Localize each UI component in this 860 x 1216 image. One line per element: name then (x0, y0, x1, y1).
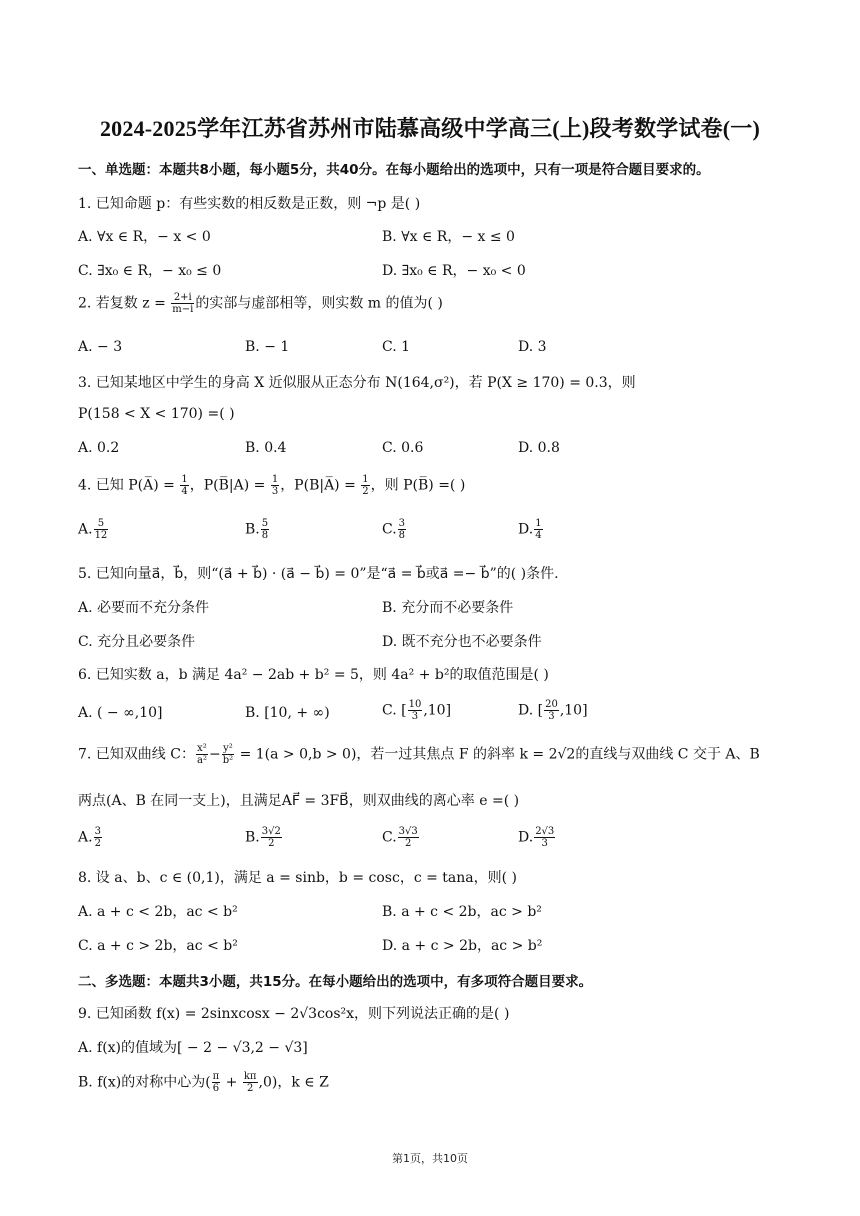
fraction (398, 826, 419, 849)
fraction-numerator: 2√3 (535, 826, 555, 837)
fraction-numerator: y² (223, 743, 233, 754)
question-6-option-b: B. [10, + ∞) (245, 705, 330, 721)
option-suffix: ,10] (423, 702, 452, 719)
question-8-option-b: B. a + c < 2b，ac > b² (382, 904, 542, 920)
question-2-option-c: C. 1 (382, 339, 411, 355)
fraction (94, 826, 102, 849)
question-4-option-b (245, 518, 270, 541)
fraction-numerator: 1 (181, 474, 188, 485)
option-label: C. (382, 521, 397, 538)
question-7-stem-post: = 1(a > 0,b > 0)，若一过其焦点 F 的斜率 k = 2√2的直线与双曲线 C 交于 A、B (235, 746, 760, 763)
fraction-numerator: 5 (261, 518, 269, 529)
question-2-stem-post: 的实部与虚部相等，则实数 m 的值为( ) (195, 295, 443, 312)
fraction-denominator: 2 (405, 838, 412, 849)
fraction (180, 474, 188, 497)
fraction-denominator: 3 (411, 711, 419, 722)
section-heading-multiple-choice: 二、多选题：本题共3小题，共15分。在每小题给出的选项中，有多项符合题目要求。 (78, 974, 593, 990)
question-4-stem-part-c: ，P(B|A̅) = (280, 477, 361, 494)
question-7-option-c (382, 826, 420, 849)
question-6-stem: 6. 已知实数 a，b 满足 4a² − 2ab + b² = 5，则 4a² + b²的取值范围是( ) (78, 667, 549, 683)
fraction-numerator: 5 (94, 518, 109, 530)
question-7-option-d (518, 826, 556, 849)
fraction (222, 743, 234, 766)
question-3-option-b: B. 0.4 (245, 440, 287, 456)
fraction-numerator: 1 (271, 474, 279, 485)
question-7-option-a (78, 826, 103, 849)
question-2-stem-pre: 2. 若复数 z = (78, 295, 171, 312)
question-9-stem: 9. 已知函数 f(x) = 2sinxcosx − 2√3cos²x，则下列说法正确的是( ) (78, 1006, 510, 1022)
question-8-option-c: C. a + c > 2b，ac < b² (78, 938, 238, 954)
fraction (534, 518, 542, 541)
option-prefix: B. f(x)的对称中心为( (78, 1074, 211, 1091)
fraction (361, 474, 369, 497)
fraction-numerator: 1 (362, 474, 369, 485)
question-9-option-b (78, 1071, 329, 1094)
question-4-stem-part-a: 4. 已知 P(A̅) = (78, 477, 180, 494)
fraction-denominator: 12 (94, 530, 108, 541)
question-5-option-a: A. 必要而不充分条件 (78, 600, 210, 616)
fraction-denominator: 8 (398, 530, 406, 541)
fraction-numerator: 3 (398, 518, 406, 529)
fraction-denominator: m−i (172, 304, 194, 315)
fraction-numerator: π (212, 1071, 220, 1082)
fraction (243, 1071, 258, 1094)
fraction-denominator: a² (196, 755, 207, 766)
question-2-stem (78, 292, 443, 315)
option-prefix: C. [ (382, 702, 407, 719)
option-label: B. (245, 829, 260, 846)
fraction-numerator: x² (197, 743, 207, 754)
page-title: 2024-2025学年江苏省苏州市陆慕高级中学高三(上)段考数学试卷(一) (99, 116, 761, 141)
option-label: C. (382, 829, 397, 846)
minus-sign: − (208, 746, 221, 763)
option-prefix: D. [ (518, 702, 544, 719)
question-7-option-b (245, 826, 283, 849)
fraction-denominator: 2 (268, 838, 275, 849)
fraction-denominator: 6 (212, 1083, 220, 1094)
question-1-option-c: C. ∃x₀ ∈ R，− x₀ ≤ 0 (78, 263, 222, 279)
fraction (212, 1071, 221, 1094)
option-label: D. (518, 829, 534, 846)
question-1-option-a: A. ∀x ∈ R，− x < 0 (78, 229, 211, 245)
section-heading-single-choice: 一、单选题：本题共8小题，每小题5分，共40分。在每小题给出的选项中，只有一项是符合题目要求的。 (78, 162, 710, 178)
option-label: A. (78, 829, 93, 846)
question-5-option-d: D. 既不充分也不必要条件 (382, 634, 542, 650)
question-2-option-b: B. − 1 (245, 339, 290, 355)
question-1-stem: 1. 已知命题 p：有些实数的相反数是正数，则 ¬p 是( ) (78, 196, 421, 212)
fraction-denominator: 8 (261, 530, 269, 541)
option-label: A. (78, 521, 93, 538)
fraction-denominator: b² (222, 755, 234, 766)
fraction-denominator: 3 (541, 838, 548, 849)
fraction-denominator: 2 (247, 1083, 254, 1094)
fraction-denominator: 4 (181, 486, 188, 497)
fraction-numerator: 3√2 (261, 826, 281, 837)
fraction (261, 826, 282, 849)
fraction (398, 518, 406, 541)
fraction-numerator: kπ (243, 1071, 257, 1082)
question-4-stem-part-b: ，P(B̅|A) = (189, 477, 270, 494)
option-suffix: ,0)，k ∈ Z (258, 1074, 329, 1091)
question-5-option-c: C. 充分且必要条件 (78, 634, 196, 650)
fraction-numerator: 2+i (171, 292, 194, 304)
question-2-fraction (171, 292, 194, 315)
fraction (261, 518, 269, 541)
option-suffix: ,10] (559, 702, 588, 719)
fraction-numerator: 10 (408, 699, 422, 710)
fraction-numerator: 3√3 (398, 826, 418, 837)
fraction-denominator: 2 (362, 486, 369, 497)
fraction (271, 474, 279, 497)
question-5-option-b: B. 充分而不必要条件 (382, 600, 514, 616)
fraction-numerator: 1 (535, 518, 542, 529)
question-3-option-a: A. 0.2 (78, 440, 120, 456)
question-8-option-a: A. a + c < 2b，ac < b² (78, 904, 238, 920)
question-3-stem-line-1: 3. 已知某地区中学生的身高 X 近似服从正态分布 N(164,σ²)，若 P(X ≥ 170) = 0.3，则 (78, 375, 636, 391)
fraction-denominator: 2 (94, 838, 101, 849)
question-3-option-d: D. 0.8 (518, 440, 560, 456)
question-5-stem: 5. 已知向量a⃗，b⃗，则“(a⃗ + b⃗) · (a⃗ − b⃗) = 0”是“a⃗ = b⃗或a⃗ =− b⃗”的( )条件. (78, 566, 559, 582)
option-label: D. (518, 521, 534, 538)
question-8-option-d: D. a + c > 2b，ac > b² (382, 938, 543, 954)
fraction-numerator: 3 (94, 826, 101, 837)
fraction (534, 826, 555, 849)
plus-sign: + (221, 1074, 242, 1091)
question-4-option-a (78, 518, 109, 541)
fraction (544, 699, 559, 722)
option-label: B. (245, 521, 260, 538)
fraction-denominator: 3 (271, 486, 279, 497)
question-4-stem (78, 474, 465, 497)
question-6-option-a: A. ( − ∞,10] (78, 705, 163, 721)
page-footer: 第1页，共10页 (392, 1152, 468, 1165)
fraction (94, 518, 109, 541)
question-7-stem-line-2: 两点(A、B 在同一支上)，且满足AF⃗ = 3FB⃗，则双曲线的离心率 e =( ) (78, 793, 520, 809)
question-7-stem-line-1 (78, 743, 760, 766)
question-2-option-a: A. − 3 (78, 339, 123, 355)
question-3-option-c: C. 0.6 (382, 440, 424, 456)
question-3-stem-line-2: P(158 < X < 170) =( ) (78, 406, 235, 422)
question-9-option-a: A. f(x)的值域为[ − 2 − √3,2 − √3] (78, 1040, 308, 1056)
question-4-stem-part-d: ，则 P(B̅) =( ) (370, 477, 466, 494)
question-7-stem-pre: 7. 已知双曲线 C： (78, 746, 195, 763)
question-1-option-d: D. ∃x₀ ∈ R，− x₀ < 0 (382, 263, 526, 279)
fraction-denominator: 3 (548, 711, 555, 722)
question-4-option-d (518, 518, 544, 541)
question-1-option-b: B. ∀x ∈ R，− x ≤ 0 (382, 229, 515, 245)
fraction (408, 699, 423, 722)
fraction (196, 743, 208, 766)
question-8-stem: 8. 设 a、b、c ∈ (0,1)，满足 a = sinb，b = cosc，c = tana，则( ) (78, 870, 517, 886)
fraction-numerator: 20 (545, 699, 558, 710)
question-6-option-d (518, 699, 588, 722)
question-6-option-c (382, 699, 451, 722)
question-2-option-d: D. 3 (518, 339, 547, 355)
fraction-denominator: 4 (535, 530, 542, 541)
question-4-option-c (382, 518, 407, 541)
